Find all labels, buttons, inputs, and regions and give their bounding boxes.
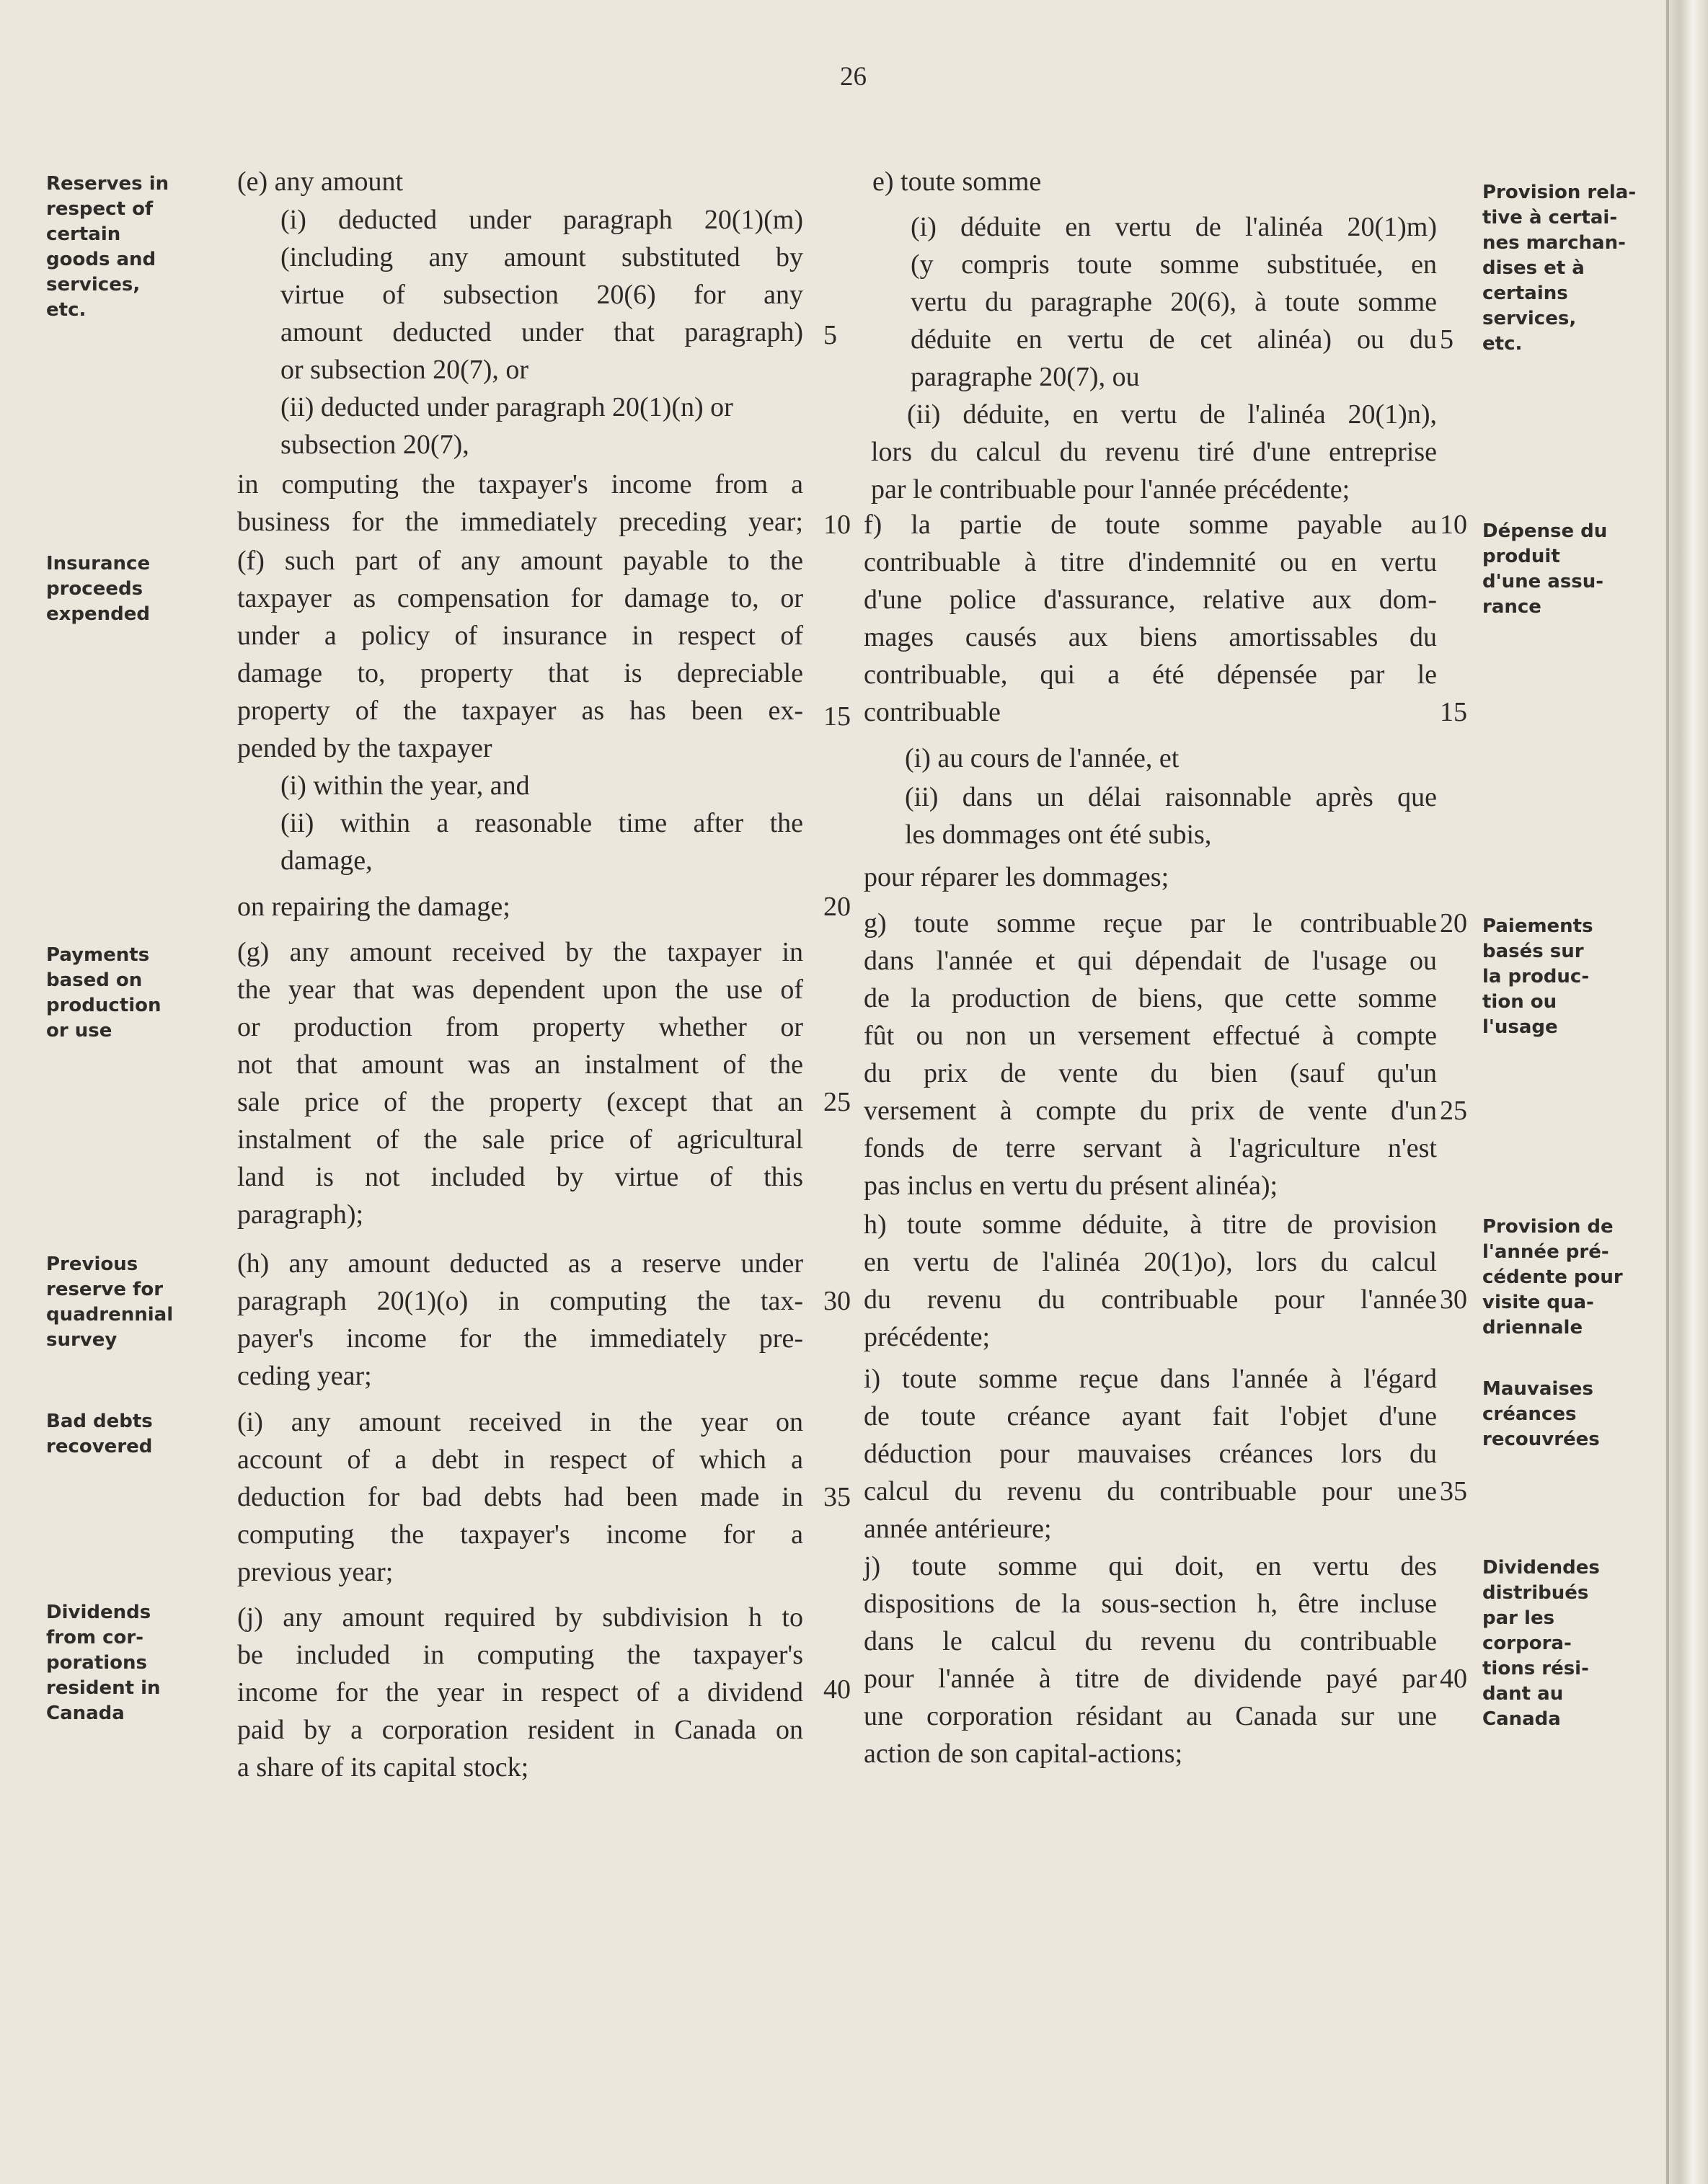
note-line: la produc-	[1482, 966, 1590, 987]
margin-note-left	[46, 1252, 173, 1353]
text-line: paragraph 20(1)(o) in computing the tax-	[237, 1286, 803, 1316]
line-number: 40	[1440, 1664, 1467, 1694]
line-number: 25	[823, 1087, 851, 1117]
text-line: virtue of subsection 20(6) for any	[280, 280, 803, 310]
text-line: in computing the taxpayer's income from a	[237, 469, 803, 500]
note-line: Dépense du	[1482, 520, 1608, 542]
text-line: (f) such part of any amount payable to the	[237, 546, 803, 576]
text-line: les dommages ont été subis,	[905, 820, 1212, 850]
margin-note-right	[1482, 519, 1607, 620]
text-line: a share of its capital stock;	[237, 1752, 529, 1783]
note-line: l'année pré-	[1482, 1241, 1609, 1263]
text-line: under a policy of insurance in respect of	[237, 621, 803, 651]
text-line: (ii) within a reasonable time after the	[280, 808, 803, 838]
text-line: deduction for bad debts had been made in	[237, 1482, 803, 1512]
text-line: h) toute somme déduite, à titre de provision	[864, 1209, 1437, 1240]
note-line: services,	[1482, 308, 1577, 329]
text-line: d'une police d'assurance, relative aux dom-	[864, 585, 1437, 615]
text-line: property of the taxpayer as has been ex-	[237, 696, 803, 726]
margin-note-right	[1482, 914, 1593, 1040]
text-line: or production from property whether or	[237, 1012, 803, 1042]
line-number: 20	[1440, 908, 1467, 938]
margin-note-left	[46, 943, 161, 1044]
text-line: fonds de terre servant à l'agriculture n'est	[864, 1133, 1437, 1163]
note-line: expended	[46, 603, 151, 625]
text-line: previous year;	[237, 1557, 394, 1587]
note-line: certain	[46, 223, 121, 245]
line-number: 15	[823, 701, 851, 732]
text-line: année antérieure;	[864, 1514, 1052, 1544]
text-line: (e) any amount	[237, 167, 404, 197]
text-line: amount deducted under that paragraph)	[280, 317, 803, 347]
note-line: Reserves in	[46, 173, 169, 195]
line-number: 30	[823, 1286, 851, 1316]
note-line: certains	[1482, 283, 1568, 304]
note-line: Payments	[46, 944, 150, 966]
text-line: (ii) dans un délai raisonnable après que	[905, 782, 1437, 812]
margin-note-left	[46, 172, 169, 323]
text-line: déduction pour mauvaises créances lors du	[864, 1439, 1437, 1469]
line-number: 5	[1440, 324, 1453, 355]
margin-note-left	[46, 551, 150, 627]
note-line: distribués	[1482, 1582, 1589, 1604]
note-line: or use	[46, 1020, 112, 1042]
text-line: sale price of the property (except that an	[237, 1087, 803, 1117]
text-line: (j) any amount required by subdivision h to	[237, 1602, 803, 1633]
note-line: driennale	[1482, 1317, 1583, 1339]
margin-note-right	[1482, 1555, 1600, 1732]
text-line: subsection 20(7),	[280, 430, 469, 460]
note-line: tive à certai-	[1482, 207, 1618, 228]
line-number: 10	[1440, 510, 1467, 540]
note-line: visite qua-	[1482, 1292, 1594, 1313]
text-line: account of a debt in respect of which a	[237, 1444, 803, 1475]
note-line: Previous	[46, 1253, 138, 1275]
text-line: du prix de vente du bien (sauf qu'un	[864, 1058, 1437, 1088]
note-line: production	[46, 995, 161, 1016]
note-line: par les	[1482, 1607, 1555, 1629]
page-number: 26	[840, 62, 867, 92]
text-line: par le contribuable pour l'année précédente;	[871, 474, 1350, 505]
text-line: pas inclus en vertu du présent alinéa);	[864, 1171, 1278, 1201]
note-line: dises et à	[1482, 257, 1585, 279]
text-line: business for the immediately preceding year;	[237, 507, 803, 537]
text-line: fût ou non un versement effectué à compte	[864, 1021, 1437, 1051]
text-line: computing the taxpayer's income for a	[237, 1519, 803, 1550]
note-line: reserve for	[46, 1279, 164, 1300]
text-line: contribuable	[864, 697, 1001, 727]
line-number: 30	[1440, 1284, 1467, 1315]
text-line: j) toute somme qui doit, en vertu des	[864, 1551, 1437, 1581]
text-line: damage,	[280, 845, 373, 876]
note-line: Bad debts	[46, 1411, 153, 1432]
text-line: i) toute somme reçue dans l'année à l'égard	[864, 1364, 1437, 1394]
note-line: etc.	[46, 299, 87, 321]
text-line: de la production de biens, que cette somme	[864, 983, 1437, 1013]
text-line: paragraph);	[237, 1199, 364, 1230]
text-line: contribuable, qui a été dépensée par le	[864, 660, 1437, 690]
text-line: income for the year in respect of a dividend	[237, 1677, 803, 1708]
text-line: be included in computing the taxpayer's	[237, 1640, 803, 1670]
text-line: g) toute somme reçue par le contribuable	[864, 908, 1437, 938]
text-line: pended by the taxpayer	[237, 733, 492, 763]
note-line: cédente pour	[1482, 1266, 1623, 1288]
line-number: 35	[1440, 1476, 1467, 1506]
line-number: 20	[823, 892, 851, 922]
text-line: taxpayer as compensation for damage to, or	[237, 583, 803, 613]
text-line: (including any amount substituted by	[280, 242, 803, 272]
note-line: tions rési-	[1482, 1658, 1589, 1679]
note-line: resident in	[46, 1677, 161, 1699]
note-line: proceeds	[46, 578, 143, 600]
note-line: quadrennial	[46, 1304, 174, 1326]
text-line: or subsection 20(7), or	[280, 355, 529, 385]
text-line: vertu du paragraphe 20(6), à toute somme	[911, 287, 1437, 317]
note-line: rance	[1482, 596, 1541, 618]
line-number: 40	[823, 1674, 851, 1705]
text-line: payer's income for the immediately pre-	[237, 1323, 803, 1354]
text-line: on repairing the damage;	[237, 892, 510, 922]
text-line: (i) déduite en vertu de l'alinéa 20(1)m)	[911, 212, 1437, 242]
text-line: (i) deducted under paragraph 20(1)(m)	[280, 205, 803, 235]
text-line: (y compris toute somme substituée, en	[911, 249, 1437, 280]
note-line: Mauvaises	[1482, 1378, 1593, 1400]
text-line: (i) any amount received in the year on	[237, 1407, 803, 1437]
text-line: ceding year;	[237, 1361, 372, 1391]
text-line: lors du calcul du revenu tiré d'une entreprise	[871, 437, 1437, 467]
text-line: versement à compte du prix de vente d'un	[864, 1096, 1437, 1126]
note-line: corpora-	[1482, 1633, 1572, 1654]
note-line: based on	[46, 969, 143, 991]
line-number: 15	[1440, 697, 1467, 727]
line-number: 25	[1440, 1096, 1467, 1126]
text-line: précédente;	[864, 1322, 991, 1352]
text-line: dispositions de la sous-section h, être incluse	[864, 1589, 1437, 1619]
note-line: Dividendes	[1482, 1557, 1600, 1579]
text-line: (h) any amount deducted as a reserve under	[237, 1248, 803, 1279]
note-line: créances	[1482, 1403, 1577, 1425]
line-number: 5	[823, 320, 837, 350]
text-line: action de son capital-actions;	[864, 1739, 1183, 1769]
text-line: the year that was dependent upon the use of	[237, 975, 803, 1005]
text-line: land is not included by virtue of this	[237, 1162, 803, 1192]
note-line: Insurance	[46, 553, 151, 574]
note-line: etc.	[1482, 333, 1523, 355]
text-line: paid by a corporation resident in Canada on	[237, 1715, 803, 1745]
note-line: porations	[46, 1652, 148, 1674]
text-line: déduite en vertu de cet alinéa) ou du	[911, 324, 1437, 355]
margin-note-right	[1482, 1215, 1623, 1341]
note-line: survey	[46, 1329, 118, 1351]
line-number: 10	[823, 510, 851, 540]
note-line: respect of	[46, 198, 154, 220]
note-line: Canada	[46, 1703, 125, 1724]
note-line: Provision rela-	[1482, 182, 1637, 203]
text-line: mages causés aux biens amortissables du	[864, 622, 1437, 652]
note-line: Provision de	[1482, 1216, 1614, 1238]
text-line: (ii) deducted under paragraph 20(1)(n) or	[280, 392, 733, 422]
note-line: Dividends	[46, 1602, 151, 1623]
text-line: e) toute somme	[872, 167, 1042, 197]
note-line: dant au	[1482, 1683, 1564, 1705]
note-line: Paiements	[1482, 915, 1593, 937]
text-line: not that amount was an instalment of the	[237, 1049, 803, 1080]
margin-note-right	[1482, 180, 1636, 357]
note-line: basés sur	[1482, 941, 1584, 962]
note-line: l'usage	[1482, 1016, 1558, 1038]
text-line: calcul du revenu du contribuable pour une	[864, 1476, 1437, 1506]
text-line: en vertu de l'alinéa 20(1)o), lors du calcul	[864, 1247, 1437, 1277]
text-line: paragraphe 20(7), ou	[911, 362, 1140, 392]
margin-note-right	[1482, 1377, 1600, 1452]
text-line: pour l'année à titre de dividende payé par	[864, 1664, 1437, 1694]
note-line: nes marchan-	[1482, 232, 1626, 254]
note-line: produit	[1482, 546, 1560, 567]
note-line: goods and	[46, 249, 156, 270]
note-line: Canada	[1482, 1708, 1561, 1730]
text-line: dans l'année et qui dépendait de l'usage ou	[864, 946, 1437, 976]
text-line: pour réparer les dommages;	[864, 862, 1169, 892]
note-line: recovered	[46, 1436, 153, 1457]
text-line: une corporation résidant au Canada sur une	[864, 1701, 1437, 1731]
text-line: dans le calcul du revenu du contribuable	[864, 1626, 1437, 1656]
margin-note-left	[46, 1600, 161, 1726]
text-line: f) la partie de toute somme payable au	[864, 510, 1437, 540]
text-line: (ii) déduite, en vertu de l'alinéa 20(1)n),	[907, 399, 1437, 430]
margin-note-left	[46, 1409, 153, 1460]
text-line: de toute créance ayant fait l'objet d'une	[864, 1401, 1437, 1431]
text-line: instalment of the sale price of agricultural	[237, 1124, 803, 1155]
text-line: (i) within the year, and	[280, 771, 530, 801]
note-line: services,	[46, 274, 141, 296]
note-line: tion ou	[1482, 991, 1557, 1013]
text-line: (i) au cours de l'année, et	[905, 743, 1180, 773]
book-binding-edge	[1665, 0, 1708, 2184]
text-line: damage to, property that is depreciable	[237, 658, 803, 688]
text-line: du revenu du contribuable pour l'année	[864, 1284, 1437, 1315]
binding-shadow	[1666, 0, 1669, 2184]
text-line: contribuable à titre d'indemnité ou en vertu	[864, 547, 1437, 577]
text-line: (g) any amount received by the taxpayer in	[237, 937, 803, 967]
note-line: from cor-	[46, 1627, 144, 1648]
line-number: 35	[823, 1482, 851, 1512]
note-line: recouvrées	[1482, 1429, 1600, 1450]
note-line: d'une assu-	[1482, 571, 1604, 592]
